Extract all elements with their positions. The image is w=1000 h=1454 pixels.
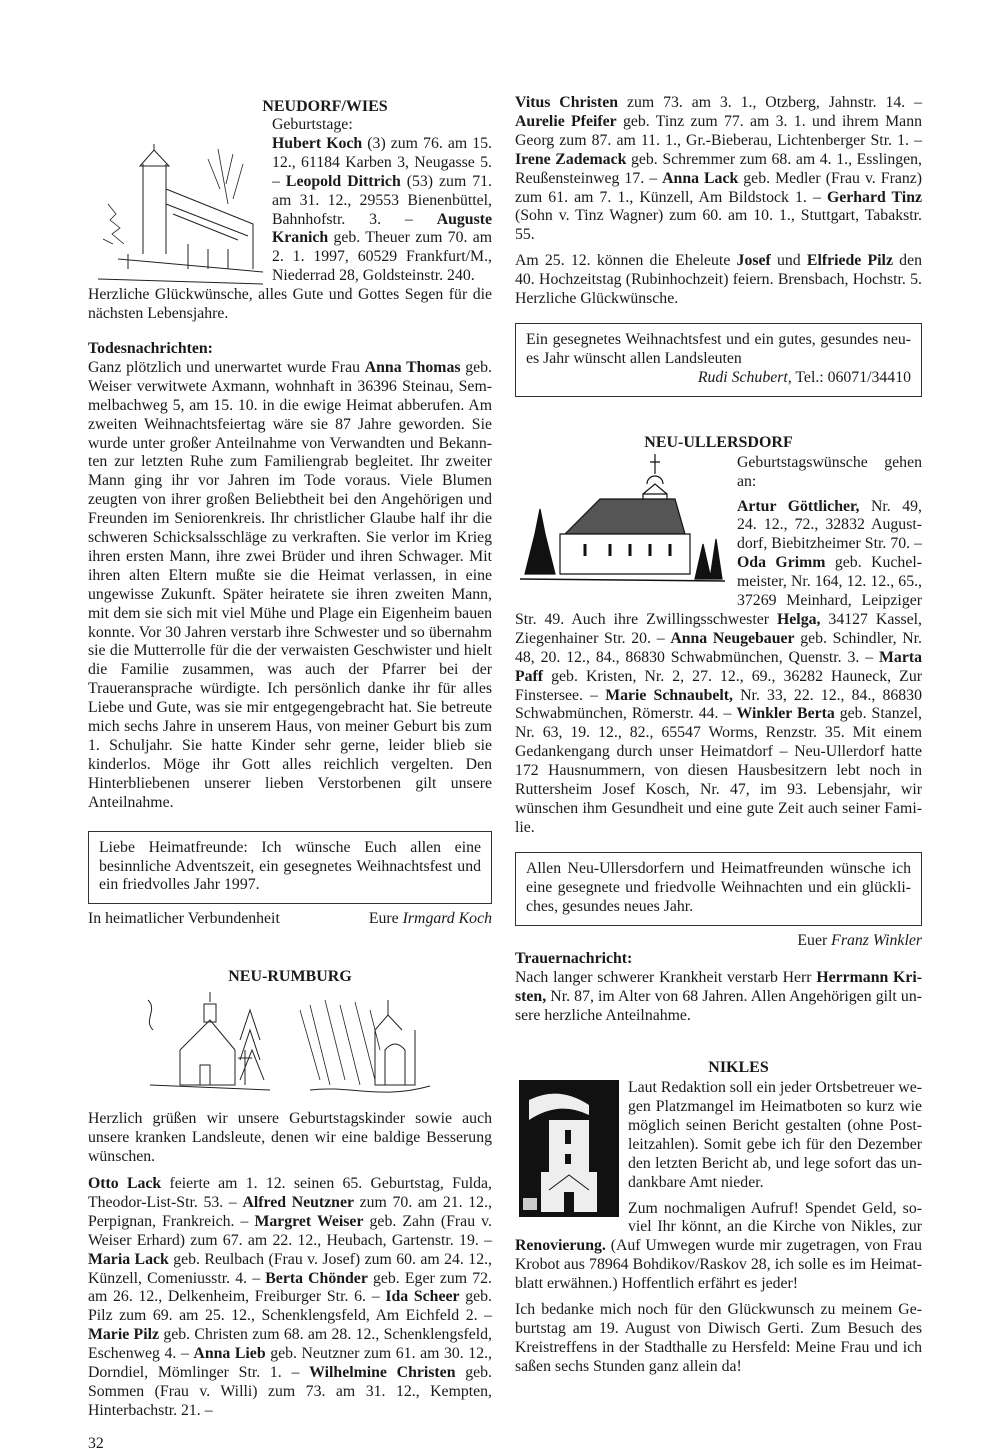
rumburg-intro: Herzlich grüßen wir unsere Geburtstagskinder sowie auch unsere kranken Landsleute, denen wir eine baldige Besserung wünschen.	[88, 1110, 492, 1166]
person-name: Anna Lack	[662, 169, 739, 187]
person-name: Oda Grimm	[737, 554, 826, 572]
text-segment: zum 70. am 21. 12., Perpignan, Frankreich. –	[88, 1193, 492, 1230]
text-segment: (53) zum 71. am 31. 12., 29553 Bienenbüttel, Bahnhofstr. 3. –	[272, 172, 492, 228]
text-segment: geb. Kuchelmeister, Nr. 164, 12. 12., 65., 37269 Meinhard, Leipziger Str. 49. Auch ihre Zwillingsschwester	[515, 554, 922, 628]
person-name: Marie Schnaubelt,	[605, 686, 733, 704]
person-name: Aurelie Pfeifer	[515, 112, 617, 130]
text-segment: geb. Schindler, Nr. 48, 20. 12., 84., 86830 Schwabmünchen, Quenstr. 3. –	[515, 629, 922, 666]
schubert-name: Rudi Schubert,	[697, 368, 792, 386]
person-name: Margret Weiser	[254, 1212, 364, 1230]
person-name: Anna Neugebauer	[670, 629, 795, 647]
nikles-paragraph-1: Laut Redaktion soll ein jeder Ortsbetreuer wegen Platzmangel im Heimatboten so kurz wie möglich seinen Bericht gestalten (ohne Postleitzahlen). Somit gebe ich für den Dezember den letzten Bericht ab, und lege sofort das undankbare Amt nieder.	[628, 1079, 922, 1191]
person-name: Marie Pilz	[88, 1326, 159, 1344]
text-segment: geb. Neutzner zum 61. am 30. 12., Dorndiel, Mömlinger Str. 1. –	[88, 1345, 492, 1382]
section-rumburg-continued	[515, 94, 922, 309]
text-segment: zum 73. am 3. 1., Otzberg, Jahnstr. 14. –	[618, 94, 922, 111]
person-name: Renovierung.	[515, 1237, 606, 1255]
right-column	[515, 94, 922, 1377]
person-name: Vitus Christen	[515, 94, 619, 111]
signature-name: Irmgard Koch	[402, 910, 492, 928]
person-name: Herrmann Kristen,	[515, 969, 922, 1006]
church-drawing-rumburg-2	[290, 990, 440, 1100]
text-segment: geb. Medler (Frau v. Franz) zum 61. am 7. 1., Künzell, Am Bildstock 1. –	[515, 169, 923, 206]
winkler-name: Franz Winkler	[831, 931, 922, 949]
person-name: Maria Lack	[88, 1250, 169, 1268]
signature-prefix: Eure	[368, 910, 403, 928]
person-name: Auguste Kranich	[272, 210, 492, 247]
text-segment: Ganz plötzlich und unerwartet wurde Frau	[88, 358, 365, 376]
text-segment: geb. Tinz zum 77. am 3. 1. und ihrem Mann Georg zum 87. am 11. 1., Gr.-Bieberau, Lichtenberger Str. 1. –	[515, 112, 922, 149]
person-name: Winkler Berta	[736, 705, 835, 723]
section-heading-rumburg: NEU-RUMBURG	[228, 968, 352, 986]
greeting-text: Liebe Heimatfreunde: Ich wünsche Euch allen eine besinnliche Adventszeit, ein gesegnetes Weihnachtsfest und ein friedvolles Jahr 1997.	[99, 838, 481, 894]
winkler-prefix: Euer	[797, 931, 832, 949]
section-heading-nikles: NIKLES	[708, 1059, 769, 1077]
anniversary-text	[515, 252, 922, 309]
section-heading-neudorf: NEUDORF/WIES	[262, 98, 388, 115]
person-name: Hubert Koch	[272, 134, 363, 152]
section-nikles	[515, 1058, 922, 1377]
text-segment: 34127 Kassel, Ziegenhainer Str. 20. –	[515, 610, 922, 647]
person-name: Elfriede Pilz	[806, 252, 893, 270]
text-segment: Nr. 49, 24. 12., 72., 32832 Augustdorf, Biebitzheimer Str. 70. –	[737, 497, 922, 553]
section-neudorf	[88, 97, 492, 324]
text-segment: geb. Sommen (Frau v. Willi) zum 73. am 31. 12., Kempten, Hinterbachstr. 21. –	[88, 1364, 492, 1419]
text-segment: geb. Eger zum 72. am 26. 12., Delkenheim, Freiburger Str. 6. –	[88, 1269, 492, 1306]
closing-koch	[88, 910, 492, 929]
section-obituary	[88, 340, 492, 813]
text-segment: den 40. Hochzeitstag (Rubinhochzeit) feiern. Brensbach, Hochstr. 5. Herzliche Glückwünsche.	[515, 252, 922, 308]
text-segment: Nach langer schwerer Krankheit verstarb Herr	[515, 969, 817, 987]
text-segment: geb. Stanzel, Nr. 63, 19. 12., 82., 65547 Worms, Renzstr. 35. Mit einem Gedankengang durch unser Heimatdorf – Neu-Ullerdorf hatte 172 Hausnummern, von diesen Hausbesitzern lebt noch in Ruttersheim Josef Kosch, Nr. 47, im 93. Lebensjahr, wir wünschen ihm Gesundheit und eine gute Zeit auch seiner Familie.	[515, 705, 922, 836]
text-segment: geb. Christen zum 68. am 28. 12., Schenklengsfeld, Eschenweg 4. –	[88, 1326, 493, 1363]
text-segment: (Auf Umwegen wurde mir zugetragen, von Frau Krobot aus 78964 Bohdikov/Raskov 28, ich solle es im Heimatblatt erwähnen.) Hoffentlich erfährt es jeder!	[515, 1237, 922, 1293]
text-segment: (Sohn v. Tinz Wagner) zum 60. am 10. 1., Stuttgart, Tabakstr. 55.	[515, 207, 922, 244]
mourning-heading: Trauernachricht:	[515, 950, 633, 968]
text-segment: Am 25. 12. können die Eheleute	[515, 252, 737, 270]
church-drawing-rumburg-1	[140, 990, 280, 1095]
closing-text: In heimatlicher Verbundenheit	[88, 910, 280, 928]
church-photo-nikles	[515, 1077, 625, 1232]
church-drawings-rumburg	[88, 990, 492, 1102]
text-segment: feierte am 1. 12. seinen 65. Geburtstag, Fulda, Theodor-List-Str. 53. –	[88, 1174, 493, 1211]
person-name: Gerhard Tinz	[826, 188, 922, 206]
schubert-greeting-box	[515, 323, 922, 397]
text-segment: geb. Reulbach (Frau v. Josef) zum 60. am 24. 12., Künzell, Comeniusstr. 4. –	[88, 1250, 492, 1287]
section-neu-rumburg	[88, 967, 492, 1421]
text-segment: geb. Pilz zum 69. am 25. 12., Schenklengsfeld, Am Eichfeld 2. –	[88, 1288, 492, 1325]
person-name: Ida Scheer	[385, 1288, 460, 1306]
church-drawing-ullersdorf	[515, 452, 731, 598]
person-name: Otto Lack	[88, 1174, 162, 1192]
text-segment: geb. Theuer zum 70. am 2. 1. 1997, 60529 Frankfurt/M., Niederrad 28, Goldsteinstr. 240.	[272, 229, 492, 285]
person-name: Josef	[736, 252, 771, 270]
birthdays-intro: Geburtstage:	[272, 116, 353, 133]
text-segment: Zum nochmaligen Aufruf! Spendet Geld, soviel Ihr könnt, an die Kirche von Nikles, zur	[628, 1199, 922, 1236]
schubert-phone: Tel.: 06071/34410	[791, 368, 911, 386]
church-drawing-neudorf	[88, 116, 268, 278]
obituary-heading: Todesnachrichten:	[88, 339, 213, 357]
text-segment: Nr. 33, 22. 12., 84., 86830 Schwabmünchen, Römerstr. 44. –	[515, 686, 922, 723]
left-column	[88, 97, 492, 1454]
page-number: 32	[88, 1434, 104, 1452]
text-segment: geb. Zahn (Frau v. Weiser Erhard) zum 67. am 22. 12., Heubach, Gartenstr. 19. –	[88, 1212, 492, 1249]
person-name: Anna Thomas	[364, 358, 461, 376]
person-name: Anna Lieb	[193, 1345, 266, 1363]
person-name: Irene Zademack	[515, 150, 627, 168]
text-segment: geb. Schremmer zum 68. am 4. 1., Esslingen, Reußensteinweg 17. –	[515, 150, 922, 187]
text-segment: geb. Weiser verwitwete Axmann, wohnhaft in 36396 Steinau, Semmelbachweg 5, am 15. 10. in die ewige Heimat abberufen. Am zweiten Weihnachtsfeiertag wäre sie 87 Jahre geworden. Sie wurde unter großer Anteilnahme von Verwandten und Bekannten zur letzten Ruhe zum Familiengrab begleitet. Ihr zweiter Mann ging ihr vor Jahren im Tode voraus. Viele Blumen zeugten von ihrer großen Beliebtheit bei den Angehörigen und Freunden im Seniorenkreis. Ihr christlicher Glaube half ihr die schweren Schicksalsschläge zu verkraften. Sie verlor im Krieg ihren ersten Mann, ihre zwei Brüder und ihren Schwager. Mit ihren alten Eltern mußte sie die Heimat verlassen, in eine ungewisse Zukunft. Später heiratete sie ihren zweiten Mann, mit dem sie sich mit viel Mühe und Plage ein Eigenheim bauen konnte. Vor 30 Jahren verstarb ihre Schwester und so übernahm sie die Mutterrolle für die der verwaisten Geschwister und hielt die Familie zusammen, was auch der Pfarrer bei der Traueransprache würdigte. Ich persönlich danke ihr für alles Liebe und Gute, was sie mir entgegengebracht hat. Sie betreute mich sechs Jahre in unserem Haus, von meiner Geburt bis zum 1. Schuljahr. Sie hatte Kinder sehr gerne, leider blieb sie kinderlos. Möge ihr Gott alles reichlich vergelten. Den Hinterbliebenen unserer lieben Verstorbenen gilt unsere Anteilnahme.	[88, 358, 492, 811]
text-segment: Nr. 87, im Alter von 68 Jahren. Allen Angehörigen gilt unsere herzliche Anteilnahme.	[515, 988, 922, 1025]
mourning-text	[515, 969, 922, 1026]
person-name: Helga,	[777, 610, 821, 628]
person-name: Alfred Neutzner	[242, 1193, 354, 1211]
schubert-signature	[526, 369, 911, 388]
signature	[369, 910, 492, 929]
section-trauernachricht	[515, 932, 922, 1027]
rumburg-birthdays-continued	[515, 94, 922, 245]
person-name: Berta Chönder	[265, 1269, 368, 1287]
winkler-greeting-box	[515, 852, 922, 926]
person-name: Marta Paff	[515, 648, 922, 685]
winkler-signature	[515, 932, 922, 951]
rumburg-birthdays	[88, 1175, 492, 1421]
winkler-greeting-text: Allen Neu-Ullersdorfern und Heimatfreunden wünsche ich eine gesegnete und friedvolle Weihnachten und ein glückliches, gesundes neues Jahr.	[526, 859, 911, 915]
person-name: Wilhelmine Christen	[309, 1364, 456, 1382]
ullersdorf-intro: Geburtstagswünsche gehen an:	[737, 453, 922, 490]
section-neu-ullersdorf	[515, 433, 922, 838]
obituary-text	[88, 359, 492, 813]
section-heading-ullersdorf: NEU-ULLERSDORF	[644, 433, 793, 451]
person-name: Artur Göttlicher,	[737, 497, 860, 515]
text-segment: (3) zum 76. am 15. 12., 61184 Karben 3, Neugasse 5. –	[272, 134, 492, 190]
schubert-greeting-text: Ein gesegnetes Weihnachtsfest und ein gutes, gesundes neues Jahr wünscht allen Landsleuten	[526, 330, 911, 367]
text-segment: geb. Kristen, Nr. 2, 27. 12., 69., 36282 Hauneck, Zur Finstersee. –	[515, 667, 922, 704]
nikles-paragraph-3: Ich bedanke mich noch für den Glückwunsch zu meinem Geburtstag am 19. August von Diwisch Gerti. Zum Besuch des Kreistreffens in der Stadthalle zu Hersfeld: Meine Frau und ich saßen sechs Stunden ganz allein da!	[515, 1301, 922, 1375]
greeting-box	[88, 831, 492, 905]
person-name: Leopold Dittrich	[285, 172, 401, 190]
text-segment: und	[770, 252, 807, 270]
birthday-wishes: Herzliche Glückwünsche, alles Gute und Gottes Segen für die nächsten Lebensjahre.	[88, 286, 492, 323]
